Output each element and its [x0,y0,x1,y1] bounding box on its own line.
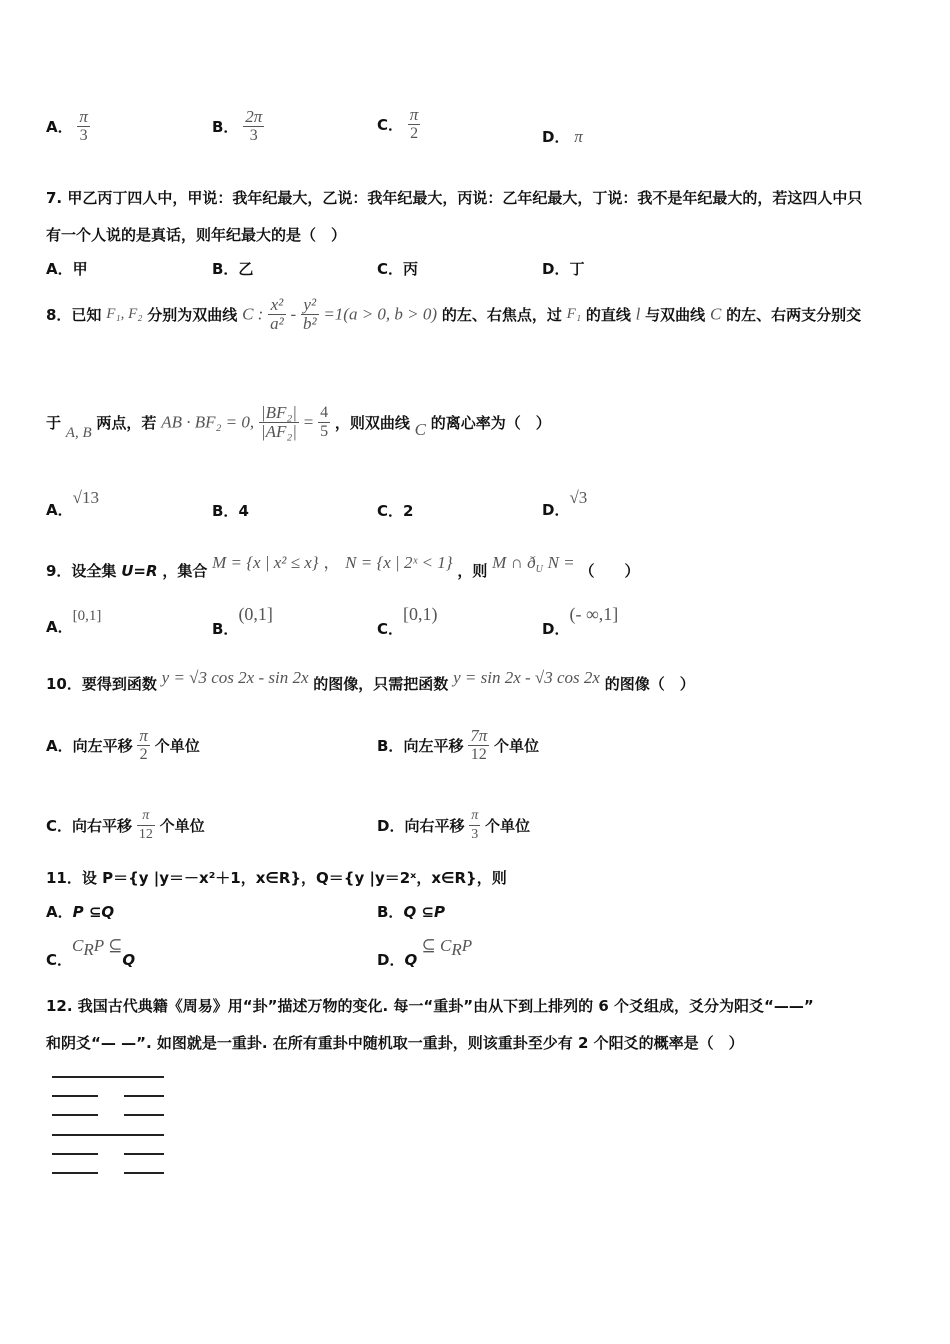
fraction: $\frac{2\pi}{3}$ [245,107,263,144]
q9-option-d[interactable] [542,604,618,639]
q8-option-c[interactable] [377,500,413,521]
yang-line [52,1134,164,1136]
option-text: 个单位 [494,737,540,755]
option-letter: C． [377,116,404,134]
q11-stem: 11．设 P＝{y |y＝－x²＋1，x∈R}，Q＝{y |y＝2ˣ，x∈R}，则 [46,869,507,887]
q7-option-b[interactable]: B．乙 [212,260,254,278]
option-value: √13 [72,488,99,507]
option-value: P ⊆Q [72,903,115,921]
fraction: $\frac{7\pi}{12}$ [470,726,488,763]
yin-line-left [52,1153,98,1155]
option-text: 向右平移 [72,817,133,835]
q11-option-a[interactable] [46,901,114,922]
fraction: $\frac{4}{5}$ [320,404,329,440]
option-value-end: Q [122,951,136,969]
q11-option-d[interactable] [377,936,472,970]
q8-text: 与双曲线 [645,306,706,324]
option-text: 向右平移 [404,817,465,835]
fraction: $\frac{\pi}{2}$ [139,726,148,763]
q8-c: C [709,304,722,324]
q8-points-ab: A, B [65,425,92,441]
q7-stem-line2: 有一个人说的是真话，则年纪最大的是（ ） [46,226,347,244]
q9-text: 9．设全集 [46,562,117,580]
yin-line-right [124,1153,164,1155]
option-letter: C． [377,620,404,638]
yin-line-left [52,1172,98,1174]
option-value: C [72,936,84,955]
option-value: (- ∞,1] [569,604,619,624]
option-value: π [574,127,583,146]
option-letter: A． [46,903,73,921]
q8-text: 分别为双曲线 [147,306,238,324]
q9-set-m: M = {x | x² ≤ x} [212,553,319,572]
q6-option-b[interactable] [212,108,264,145]
option-letter: A． [46,118,73,136]
q11-option-c[interactable] [46,936,135,970]
q11-option-b[interactable] [377,901,445,922]
option-text: 向左平移 [403,737,464,755]
q9-complement-sub: U [535,564,543,575]
subscript: R [451,940,462,959]
option-value: 2 [403,502,414,520]
yin-line-left [52,1114,98,1116]
yin-line-right [124,1172,164,1174]
q8-text: 两点，若 [96,414,157,432]
q8-text: 的左、右焦点，过 [441,306,562,324]
minus-sign: - [290,304,297,324]
option-letter: D． [542,501,570,519]
option-value: [0,1) [403,604,438,624]
option-letter: A． [46,501,73,519]
q10-text: 的图像（ ） [604,675,695,693]
q9-universal-set: U=R [121,562,158,580]
option-value-rest: P ⊆ [93,936,123,955]
q8-eq-c: C : [242,304,264,324]
yang-line [52,1076,164,1078]
option-letter: C． [46,951,73,969]
option-letter: B． [212,620,239,638]
option-letter: C． [377,502,404,520]
q7-option-a[interactable]: A．甲 [46,260,88,278]
option-value: √3 [569,488,588,507]
q12-stem-line2: 和阴爻“— —”. 如图就是一重卦. 在所有重卦中随机取一重卦，则该重卦至少有 2 个阳爻的概率是（ ） [46,1034,744,1052]
q10-option-c[interactable] [46,807,205,844]
q8-text: 于 [46,414,62,432]
q8-option-b[interactable] [212,500,249,521]
fraction: $\frac{\text{|BF₂|}}{\text{|AF₂|}}$ [260,403,297,441]
option-letter: B． [377,737,404,755]
q8-text: 的左、右两支分别交 [726,306,862,324]
q6-option-d[interactable] [542,126,583,147]
q7-option-d[interactable]: D．丁 [542,260,585,278]
yin-line-left [52,1095,98,1097]
q9-option-b[interactable] [212,604,273,639]
q6-option-a[interactable] [46,108,90,145]
q9-set-n: N = {x | 2ˣ < 1} [345,553,453,572]
option-value-rest: ⊆ C [417,936,452,955]
q10-function-1: y = √3 cos 2x - sin 2x [161,668,309,687]
q8-prefix: 8．已知 [46,306,102,324]
yin-line-right [124,1114,164,1116]
option-value: Q [404,951,418,969]
subscript: R [83,940,94,959]
fraction: $\frac{\pi}{3}$ [79,107,88,144]
q10-stem [46,668,695,694]
option-text: 个单位 [154,737,200,755]
q10-function-2: y = sin 2x - √3 cos 2x [453,668,600,687]
fraction: $\frac{\pi}{2}$ [409,105,419,142]
q8-option-a[interactable] [46,488,99,520]
option-letter: B． [377,903,404,921]
q8-option-d[interactable] [542,488,587,520]
q12-stem-line1: 12. 我国古代典籍《周易》用“卦”描述万物的变化. 每一“重卦”由从下到上排列的 6 个爻组成，爻分为阳爻“——” [46,997,814,1015]
q8-line-l: l [635,304,641,324]
q9-expression: M ∩ ð [492,553,536,572]
option-letter: D． [377,951,405,969]
q9-text: ，则 [457,562,488,580]
option-text: 个单位 [485,817,531,835]
q7-option-c[interactable]: C．丙 [377,260,419,278]
q9-stem [46,548,639,581]
q8-text: 的直线 [585,306,631,324]
q7-stem-line1: 7. 甲乙丙丁四人中，甲说：我年纪最大，乙说：我年纪最大，丙说：乙年纪最大，丁说：我不是年纪最大的，若这四人中只 [46,189,863,207]
option-letter: D． [542,128,570,146]
option-letter: B． [212,118,239,136]
q9-answer-paren: （ ） [579,562,640,580]
q8-text: 的离心率为（ ） [430,414,551,432]
q8-stem-line1 [46,296,861,333]
option-text: 向左平移 [72,737,133,755]
option-text: 个单位 [159,817,205,835]
option-letter: D． [377,817,405,835]
q8-stem-line2 [46,404,551,442]
q6-option-c[interactable] [377,106,420,143]
q9-option-c[interactable] [377,604,438,639]
option-letter: D． [542,620,570,638]
q9-expression-end: N = [547,553,575,572]
q10-option-b[interactable] [377,727,539,764]
option-letter: B． [212,502,239,520]
fraction: $\frac{\pi}{12}$ [138,808,153,842]
q8-eq-rhs: =1(a > 0, b > 0) [323,304,438,324]
q8-foci: F₁, F₂ [106,306,143,322]
q9-text: ，集合 [162,562,208,580]
q8-f1: F₁ [566,306,582,322]
option-letter: C． [46,817,73,835]
option-value: Q ⊆P [403,903,445,921]
option-value-end: P [461,936,473,955]
option-value: (0,1] [238,604,273,624]
fraction: $\frac{\text{x²}}{\text{a²}}$ [270,295,284,333]
q9-comma: ， [323,553,341,572]
q10-option-d[interactable] [377,807,530,844]
fraction: $\frac{\text{y²}}{\text{b²}}$ [302,295,317,333]
equals-sign: = [303,412,314,432]
q10-option-a[interactable] [46,727,200,764]
option-value: 4 [238,502,249,520]
q8-condition: AB · BF₂ = 0, [161,412,255,432]
yin-line-right [124,1095,164,1097]
option-letter: A． [46,737,73,755]
q8-text: ，则双曲线 [334,414,410,432]
fraction: $\frac{\pi}{3}$ [471,808,479,842]
q9-option-a[interactable] [46,606,101,637]
q8-c: C [414,420,427,439]
q10-text: 的图像，只需把函数 [313,675,449,693]
q10-text: 10．要得到函数 [46,675,157,693]
option-letter: A． [46,618,73,636]
option-value: [0,1] [72,608,102,624]
